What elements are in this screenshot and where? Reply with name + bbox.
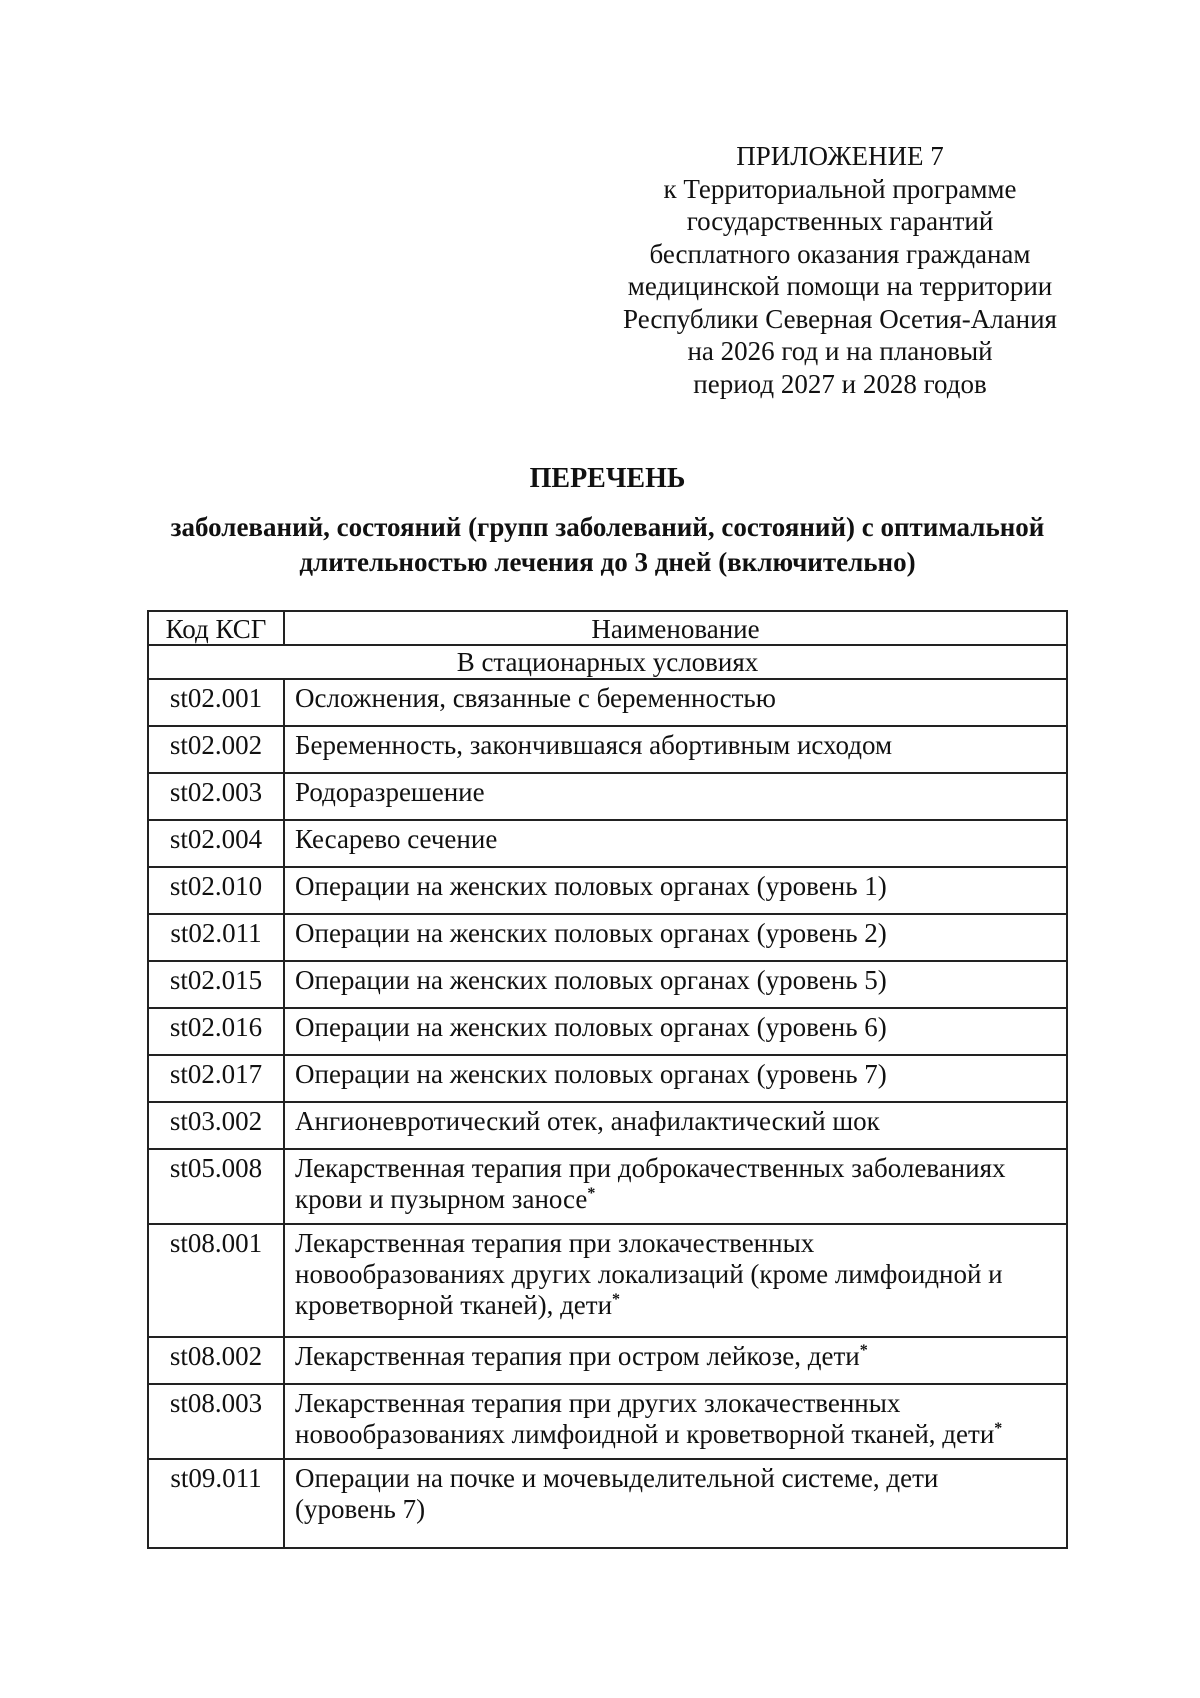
row-name-line: (уровень 7): [295, 1494, 426, 1524]
appendix-line: государственных гарантий: [686, 206, 994, 236]
row-code: st02.010: [148, 867, 284, 914]
table-row: [148, 679, 1067, 726]
table-row: [148, 914, 1067, 961]
row-code: st02.011: [148, 914, 284, 961]
row-name-line: кроветворной тканей), дети: [295, 1290, 613, 1320]
table-row: [148, 961, 1067, 1008]
row-name: Родоразрешение: [284, 773, 1067, 820]
appendix-line: период 2027 и 2028 годов: [693, 368, 987, 399]
row-name-line: крови и пузырном заносе: [295, 1184, 588, 1214]
footnote-mark: *: [994, 1420, 1003, 1437]
row-name: Беременность, закончившаяся абортивным исходом: [284, 726, 1067, 773]
row-code: st08.003: [148, 1384, 284, 1459]
row-code: st03.002: [148, 1102, 284, 1149]
row-code: st05.008: [148, 1149, 284, 1224]
table-row: [148, 1055, 1067, 1102]
section-title: В стационарных условиях: [148, 645, 1067, 679]
appendix-line: ПРИЛОЖЕНИЕ 7: [736, 141, 944, 171]
row-code: st02.017: [148, 1055, 284, 1102]
row-name: Осложнения, связанные с беременностью: [284, 679, 1067, 726]
row-name: [284, 1384, 1067, 1459]
row-name: Ангионевротический отек, анафилактический шок: [284, 1102, 1067, 1149]
row-name-line: новообразованиях других локализаций (кроме лимфоидной и: [295, 1259, 1003, 1289]
row-code: st02.004: [148, 820, 284, 867]
table-row: [148, 1459, 1067, 1548]
row-name: Операции на женских половых органах (уровень 2): [284, 914, 1067, 961]
footnote-mark: *: [612, 1291, 621, 1308]
row-name: Операции на женских половых органах (уровень 7): [284, 1055, 1067, 1102]
row-name-line: новообразованиях лимфоидной и кроветворной тканей, дети: [295, 1419, 995, 1449]
appendix-line: к Территориальной программе: [663, 173, 1017, 204]
appendix-line: на 2026 год и на плановый: [687, 336, 993, 366]
subtitle-line: заболеваний, состояний (групп заболеваний, состояний) с оптимальной: [170, 512, 1045, 542]
row-name: [284, 1459, 1067, 1548]
row-name: Операции на женских половых органах (уровень 6): [284, 1008, 1067, 1055]
table-row: [148, 820, 1067, 867]
row-code: st02.015: [148, 961, 284, 1008]
table-row: [148, 1384, 1067, 1459]
row-code: st02.003: [148, 773, 284, 820]
row-code: st02.016: [148, 1008, 284, 1055]
appendix-header: [600, 140, 1080, 400]
row-code: st02.001: [148, 679, 284, 726]
subtitle-line: длительностью лечения до 3 дней (включительно): [299, 547, 916, 577]
header-name: Наименование: [284, 611, 1067, 645]
table-row: [148, 1149, 1067, 1224]
row-name: Операции на женских половых органах (уровень 5): [284, 961, 1067, 1008]
row-code: st08.001: [148, 1224, 284, 1337]
row-name: Кесарево сечение: [284, 820, 1067, 867]
row-name: [284, 1149, 1067, 1224]
table-row: [148, 1008, 1067, 1055]
row-name: Операции на женских половых органах (уровень 1): [284, 867, 1067, 914]
row-name-line: Лекарственная терапия при остром лейкозе, дети: [295, 1341, 860, 1371]
row-name-line: Операции на почке и мочевыделительной системе, дети: [295, 1463, 939, 1493]
document-title: ПЕРЕЧЕНЬ: [529, 463, 686, 494]
table-header-row: [148, 611, 1067, 645]
appendix-line: медицинской помощи на территории: [627, 271, 1053, 301]
table-row: [148, 773, 1067, 820]
footnote-mark: *: [587, 1185, 596, 1202]
row-name: [284, 1337, 1067, 1384]
row-name-line: Лекарственная терапия при доброкачественных заболеваниях: [295, 1153, 1006, 1183]
table-row: [148, 1102, 1067, 1149]
row-code: st02.002: [148, 726, 284, 773]
ksg-table: [147, 610, 1068, 1549]
table-row: [148, 1337, 1067, 1384]
row-code: st09.011: [148, 1459, 284, 1548]
table-row: [148, 1224, 1067, 1337]
row-name-line: Лекарственная терапия при других злокачественных: [295, 1388, 901, 1418]
footnote-mark: *: [859, 1342, 868, 1359]
appendix-line: бесплатного оказания гражданам: [649, 238, 1031, 269]
row-code: st08.002: [148, 1337, 284, 1384]
table-row: [148, 867, 1067, 914]
row-name: [284, 1224, 1067, 1337]
document-subtitle: [140, 510, 1075, 580]
table-row: [148, 726, 1067, 773]
appendix-line: Республики Северная Осетия-Алания: [623, 303, 1057, 334]
header-code: Код КСГ: [148, 611, 284, 645]
section-row: [148, 645, 1067, 679]
row-name-line: Лекарственная терапия при злокачественных: [295, 1228, 815, 1258]
